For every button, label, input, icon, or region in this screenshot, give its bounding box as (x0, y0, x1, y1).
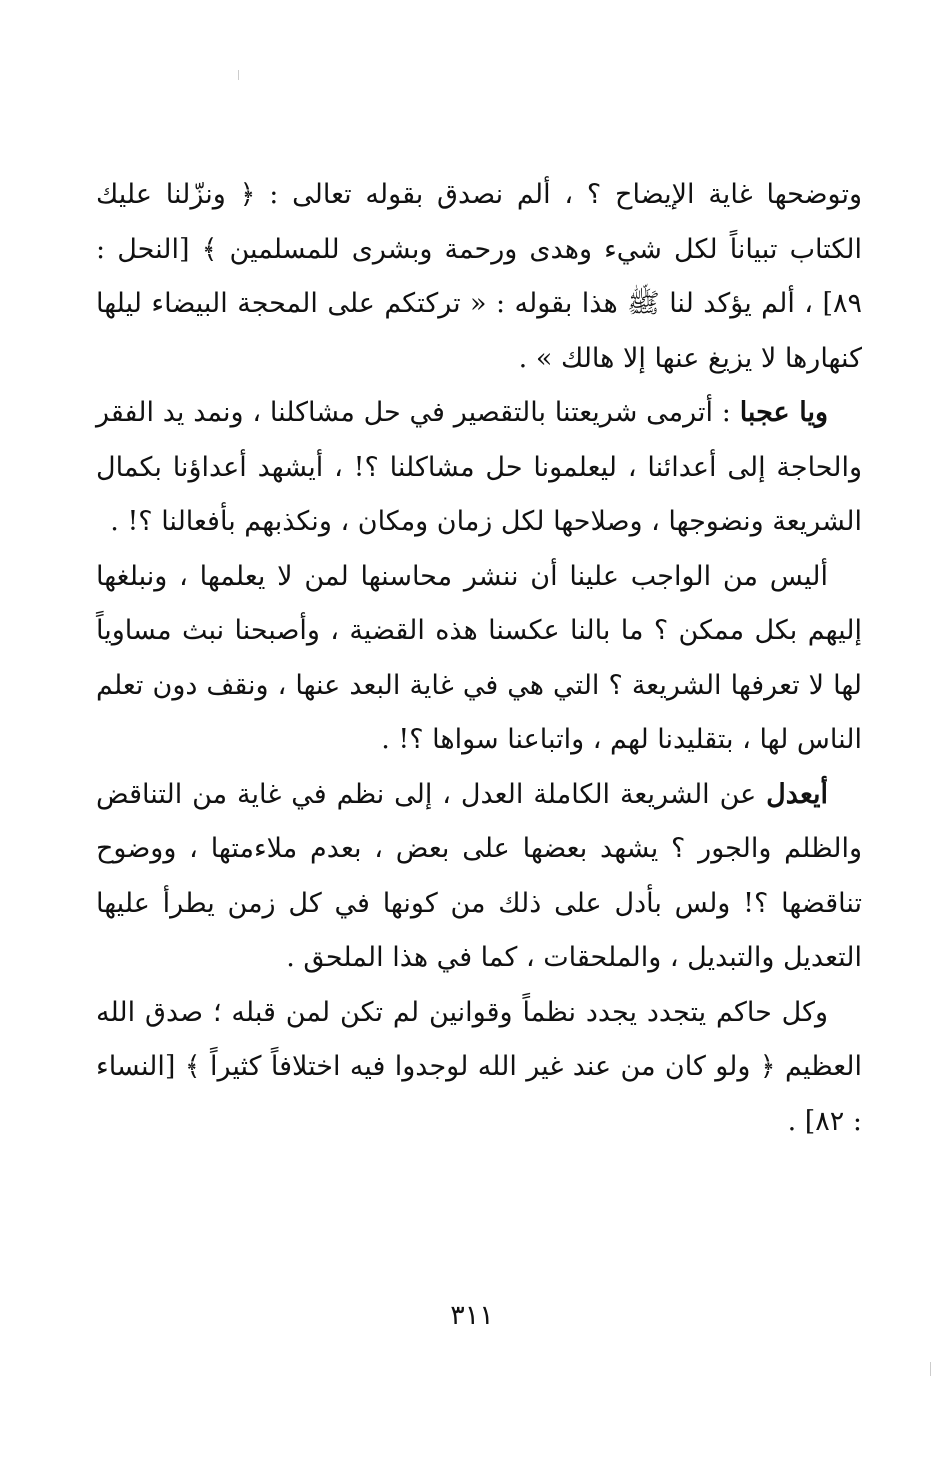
paragraph-3 (96, 550, 862, 768)
paragraph-text: وكل حاكم يتجدد يجدد نظماً وقوانين لم تكن لمن قبله ؛ صدق الله العظيم ﴿ ولو كان من عند غير الله لوجدوا فيه اختلافاً كثيراً ﴾ [النساء : ٨٢] . (96, 996, 862, 1137)
paragraph-text: وتوضحها غاية الإيضاح ؟ ، ألم نصدق بقوله تعالى : ﴿ ونزّلنا عليك الكتاب تبياناً لكل شيء وهدى ورحمة وبشرى للمسلمين ﴾ [النحل : ٨٩] ، ألم يؤكد لنا ﷺ هذا بقوله : « تركتكم على المحجة البيضاء ليلها كنهارها لا يزيغ عنها إلا هالك » . (96, 179, 862, 374)
paragraph-lead: أيعدل (766, 778, 828, 810)
body-text (96, 168, 862, 1149)
paragraph-text: أليس من الواجب علينا أن ننشر محاسنها لمن لا يعلمها ، ونبلغها إليهم بكل ممكن ؟ ما بالنا عكسنا هذه القضية ، وأصبحنا نبث مساوياً لها لا تعرفها الشريعة ؟ التي هي في غاية البعد عنها ، ونقف دون تعلم الناس لها ، بتقليدنا لهم ، واتباعنا سواها ؟! . (96, 560, 862, 755)
paragraph-1 (96, 168, 862, 386)
page-number: ٣١١ (450, 1300, 494, 1331)
paragraph-5 (96, 986, 862, 1150)
paragraph-text: : أترمى شريعتنا بالتقصير في حل مشاكلنا ، ونمد يد الفقر والحاجة إلى أعدائنا ، ليعلمونا حل مشاكلنا ؟! ، أيشهد أعداؤنا بكمال الشريعة ونضوجها ، وصلاحها لكل زمان ومكان ، ونكذبهم بأفعالنا ؟! . (96, 397, 862, 537)
paragraph-4 (96, 768, 862, 986)
paragraph-lead: ويا عجبا (739, 397, 829, 428)
scan-mark-top (238, 70, 239, 80)
paragraph-text: عن الشريعة الكاملة العدل ، إلى نظم في غاية من التناقض والظلم والجور ؟ يشهد بعضها على بعض ، بعدم ملاءمتها ، ووضوح تناقضها ؟! ولس بأدل على ذلك من كونها في كل زمن يطرأ عليها التعديل والتبديل ، والملحقات ، كما في هذا الملحق . (96, 778, 862, 973)
paragraph-2 (96, 386, 862, 550)
scan-mark-right (930, 1362, 931, 1376)
